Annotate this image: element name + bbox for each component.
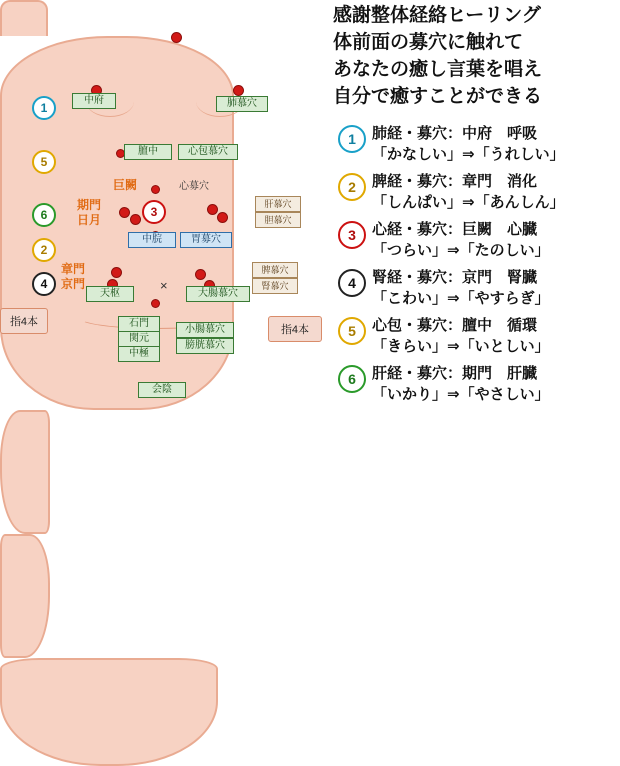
- legend-row-5-line2: 「きらい」⇒「いとしい」: [372, 338, 550, 355]
- label-shinpou[interactable]: 心包慕穴: [178, 144, 238, 160]
- legend-row-1-line1: 肺経・募穴：中府 呼吸: [372, 125, 538, 142]
- point-dot-shoumon-left[interactable]: [112, 268, 121, 277]
- point-dot-kanbo-right[interactable]: [208, 205, 217, 214]
- label-danchuu[interactable]: 膻中: [124, 144, 172, 160]
- figure-number-1[interactable]: 1: [32, 96, 56, 120]
- legend-row-4-line2: 「こわい」⇒「やすらぎ」: [372, 290, 550, 307]
- point-dot-haibo[interactable]: [234, 86, 243, 95]
- legend-row-4-line1: 腎経・募穴：京門 腎臓: [372, 269, 538, 286]
- finger-note-right[interactable]: 指4本: [268, 316, 322, 342]
- headline-line-4: 自分で癒すことができる: [333, 86, 543, 107]
- label-shoumon[interactable]: 章門: [61, 262, 86, 276]
- label-sekimon[interactable]: 石門: [118, 316, 160, 332]
- label-chuukyoku[interactable]: 中極: [118, 346, 160, 362]
- right-shoulder-shape: [0, 534, 50, 658]
- figure-number-5[interactable]: 5: [32, 150, 56, 174]
- legend-row-6-line2: 「いかり」⇒「やさしい」: [372, 386, 550, 403]
- neck-shape: [0, 0, 48, 36]
- label-jinbo[interactable]: 腎慕穴: [252, 278, 298, 294]
- point-dot-kimon-left[interactable]: [120, 208, 129, 217]
- headline-line-3: あなたの癒し言葉を唱え: [333, 59, 543, 80]
- point-dot-sekimon[interactable]: [152, 300, 159, 307]
- legend-row-3-line1: 心経・募穴：巨闕 心臓: [372, 221, 538, 238]
- label-nichigetsu[interactable]: 日月: [77, 213, 102, 227]
- legend-number-6: 6: [338, 365, 366, 393]
- label-kangen[interactable]: 関元: [118, 331, 160, 347]
- legend-row-2-line1: 脾経・募穴：章門 消化: [372, 173, 538, 190]
- figure-number-3[interactable]: 3: [142, 200, 166, 224]
- label-hibo[interactable]: 脾慕穴: [252, 262, 298, 278]
- finger-note-left[interactable]: 指4本: [0, 308, 48, 334]
- legend-row-5[interactable]: [332, 314, 620, 359]
- label-koketsu[interactable]: 巨闕: [113, 178, 138, 192]
- label-tensuu[interactable]: 天枢: [86, 286, 134, 302]
- headline-line-1: 感謝整体経絡ヒーリング: [333, 5, 541, 26]
- label-haibo[interactable]: 肺慕穴: [216, 96, 268, 112]
- point-dot-top[interactable]: [172, 33, 181, 42]
- legend-row-3-line2: 「つらい」⇒「たのしい」: [372, 242, 550, 259]
- legend-row-6[interactable]: [332, 362, 620, 407]
- legend-row-1-line2: 「かなしい」⇒「うれしい」: [372, 146, 565, 163]
- label-shouchou[interactable]: 小腸慕穴: [176, 322, 234, 338]
- headline-line-2: 体前面の募穴に触れて: [333, 32, 524, 53]
- point-dot-nichigetsu-left[interactable]: [131, 215, 140, 224]
- legend-number-4: 4: [338, 269, 366, 297]
- legend-row-6-line1: 肝経・募穴：期門 肝臓: [372, 365, 538, 382]
- label-shinbo[interactable]: 心募穴: [179, 181, 209, 192]
- label-kanbo[interactable]: 肝慕穴: [255, 196, 301, 212]
- legend-number-2: 2: [338, 173, 366, 201]
- label-ibo[interactable]: 胃募穴: [180, 232, 232, 248]
- legend-row-2-line2: 「しんぱい」⇒「あんしん」: [372, 194, 565, 211]
- left-shoulder-shape: [0, 410, 50, 534]
- label-chuukan[interactable]: 中脘: [128, 232, 176, 248]
- legend-row-1[interactable]: [332, 122, 620, 167]
- point-dot-danchuu[interactable]: [117, 150, 124, 157]
- legend-number-5: 5: [338, 317, 366, 345]
- figure-number-6[interactable]: 6: [32, 203, 56, 227]
- legend-row-5-line1: 心包・募穴：膻中 循環: [372, 317, 538, 334]
- figure-number-4[interactable]: 4: [32, 272, 56, 296]
- point-dot-hibo-right[interactable]: [196, 270, 205, 279]
- label-kimon[interactable]: 期門: [77, 198, 102, 212]
- label-daichou[interactable]: 大腸慕穴: [186, 286, 250, 302]
- label-einn[interactable]: 会陰: [138, 382, 186, 398]
- label-boukou[interactable]: 膀胱慕穴: [176, 338, 234, 354]
- label-chuufu[interactable]: 中府: [72, 93, 116, 109]
- headline: [333, 2, 619, 110]
- legend-row-2[interactable]: [332, 170, 620, 215]
- legend-row-4[interactable]: [332, 266, 620, 311]
- point-dot-tanbo-right[interactable]: [218, 213, 227, 222]
- figure-number-2[interactable]: 2: [32, 238, 56, 262]
- legend-row-3[interactable]: [332, 218, 620, 263]
- legend-number-1: 1: [338, 125, 366, 153]
- label-keimon[interactable]: 京門: [61, 277, 86, 291]
- hip-shape: [0, 658, 218, 766]
- text-panel: [330, 0, 620, 415]
- navel-cross-mark: ×: [160, 278, 168, 293]
- label-tanbo[interactable]: 胆慕穴: [255, 212, 301, 228]
- body-figure: [0, 0, 330, 415]
- legend-number-3: 3: [338, 221, 366, 249]
- point-dot-koketsu[interactable]: [152, 186, 159, 193]
